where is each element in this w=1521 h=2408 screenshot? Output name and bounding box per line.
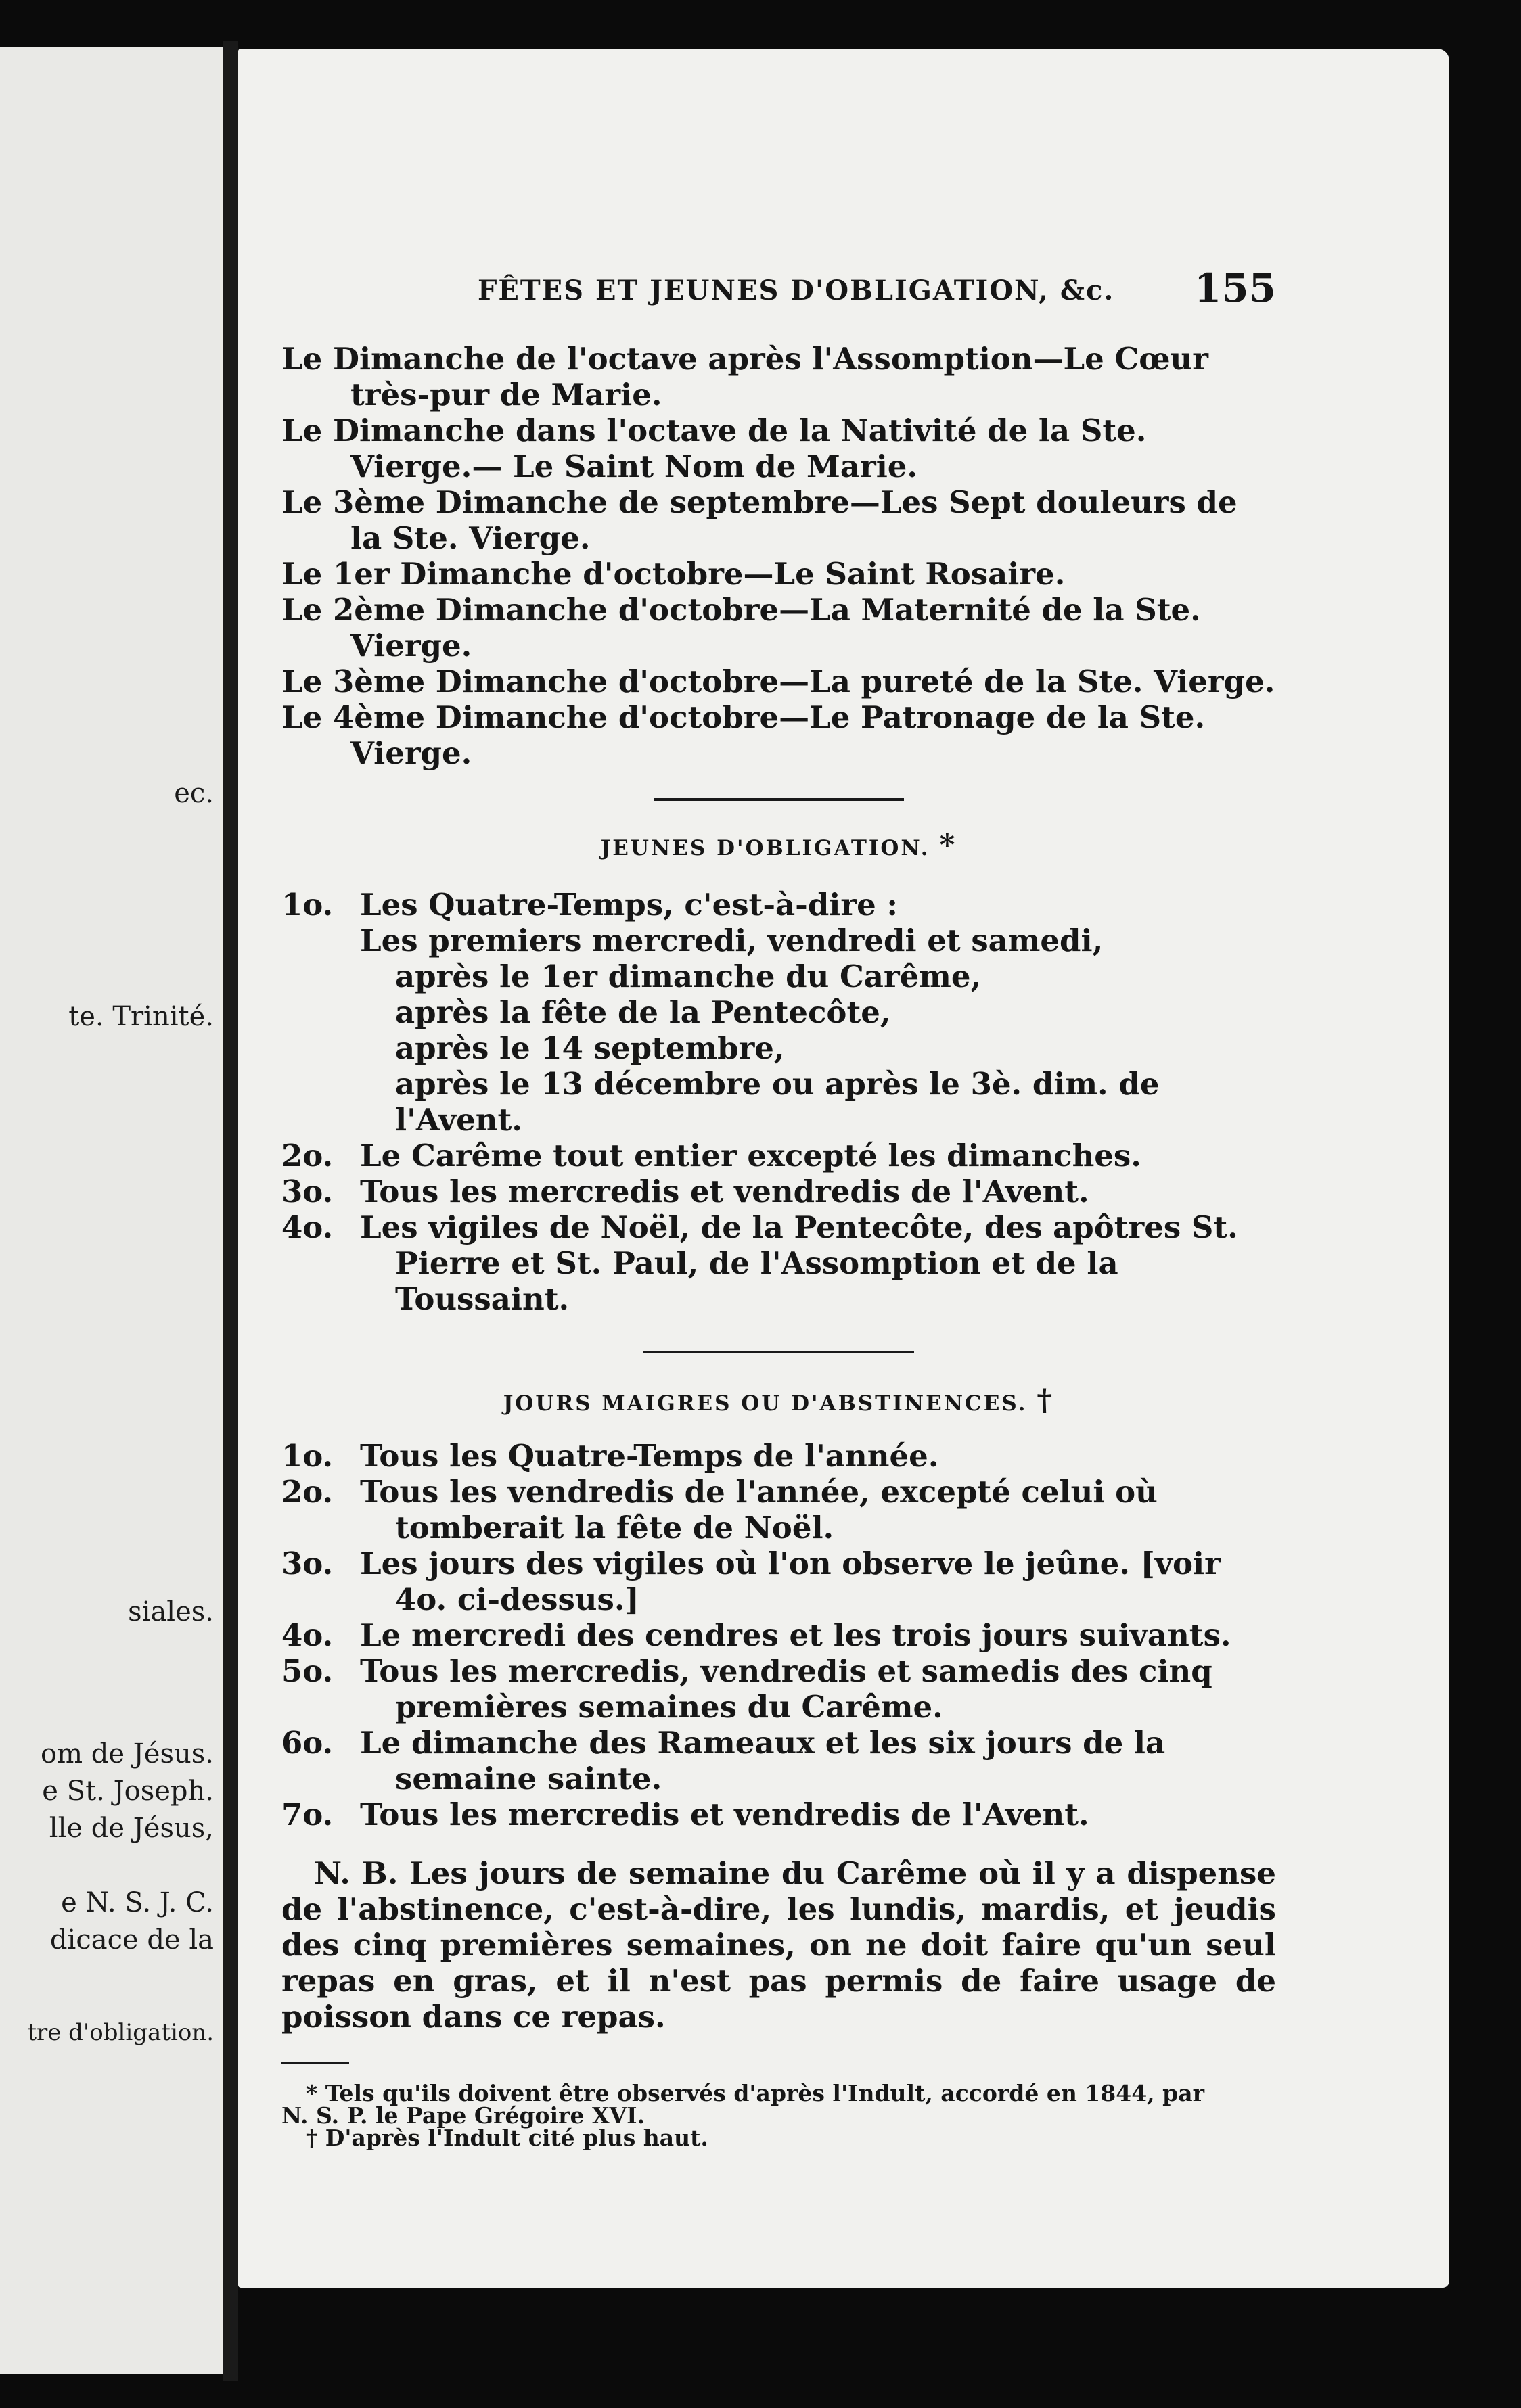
feast-entry: Le 4ème Dimanche d'octobre—Le Patronage de la Ste. Vierge. [281,699,1206,771]
feast-entry: Le Dimanche de l'octave après l'Assomption—Le Cœur très-pur de Marie. [281,341,1208,413]
item-text: Le dimanche des Rameaux et les six jours de la semaine sainte. [360,1725,1166,1797]
item-subtext: après la fête de la Pentecôte, [395,994,891,1030]
book-page [238,49,1449,2288]
item-number: 5o. [281,1653,334,1689]
left-fragment: e N. S. J. C. [61,1887,214,1918]
left-fragment: tre d'obligation. [27,2019,214,2046]
footnotes [281,2082,1276,2149]
feast-entry: Le Dimanche dans l'octave de la Nativité de la Ste. Vierge.— Le Saint Nom de Marie. [281,413,1147,484]
left-fragment: dicace de la [49,1924,214,1955]
list-item [281,1138,1276,1174]
item-text: Tous les vendredis de l'année, excepté celui où tomberait la fête de Noël. [360,1474,1158,1546]
list-item [281,887,1276,1138]
item-number: 1o. [281,1438,334,1474]
item-number: 1o. [281,887,334,923]
list-item [281,1797,1276,1832]
item-text: Tous les mercredis et vendredis de l'Avent. [360,1797,1089,1832]
list-item [281,1438,1276,1474]
feast-entry: Le 2ème Dimanche d'octobre—La Maternité de la Ste. Vierge. [281,592,1201,664]
item-text: Le Carême tout entier excepté les dimanches. [360,1138,1141,1174]
feast-entry: Le 3ème Dimanche d'octobre—La pureté de la Ste. Vierge. [281,664,1275,699]
item-number: 2o. [281,1138,334,1174]
footnote-star: * Tels qu'ils doivent être observés d'après l'Indult, accordé en 1844, par [306,2080,1204,2106]
item-text: Les Quatre-Temps, c'est-à-dire : [360,887,899,923]
item-number: 7o. [281,1797,334,1832]
item-number: 4o. [281,1209,334,1245]
list-item [281,1653,1276,1725]
footnote-rule [281,2062,349,2064]
fasting-list [281,887,1276,1317]
running-title: FÊTES ET JEUNES D'OBLIGATION, &c. [478,275,1115,306]
page-number: 155 [1194,265,1276,311]
item-subtext: après le 1er dimanche du Carême, [395,958,982,994]
list-item [281,1617,1276,1653]
left-fragment: te. Trinité. [68,1001,214,1032]
section-divider [654,798,904,801]
list-item [281,1725,1276,1797]
item-text: Les vigiles de Noël, de la Pentecôte, des apôtres St. Pierre et St. Paul, de l'Assomption et de la Toussaint. [360,1209,1238,1317]
item-number: 2o. [281,1474,334,1510]
footnote-mark: † [1037,1383,1055,1418]
footnote-dagger: † D'après l'Indult cité plus haut. [306,2125,708,2151]
book-spine [223,41,238,2381]
item-text: Les jours des vigiles où l'on observe le jeûne. [voir 4o. ci-dessus.] [360,1546,1221,1617]
marian-feasts-list [281,341,1276,771]
item-subtext: après le 13 décembre ou après le 3è. dim. de l'Avent. [395,1066,1160,1138]
abstinence-list [281,1438,1276,1832]
list-item [281,1474,1276,1546]
footnote-star-cont: N. S. P. le Pape Grégoire XVI. [281,2102,645,2129]
section-heading [281,1383,1276,1418]
item-text: Tous les mercredis et vendredis de l'Avent. [360,1174,1089,1209]
list-item [281,1209,1276,1317]
footnote-mark: * [939,828,957,862]
left-fragment: lle de Jésus, [49,1813,214,1844]
list-item [281,1546,1276,1617]
feast-entry: Le 3ème Dimanche de septembre—Les Sept douleurs de la Ste. Vierge. [281,484,1238,556]
left-fragment: e St. Joseph. [42,1776,214,1807]
running-head [478,265,1276,326]
item-subtext: après le 14 septembre, [395,1030,785,1066]
left-fragment: ec. [174,778,214,809]
item-number: 3o. [281,1546,334,1581]
section-divider [643,1351,914,1353]
item-subtext: Les premiers mercredi, vendredi et samedi, [360,923,1104,958]
section-title: JEUNES D'OBLIGATION. [600,836,930,860]
item-number: 4o. [281,1617,334,1653]
section-title: JOURS MAIGRES OU D'ABSTINENCES. [503,1391,1028,1416]
item-text: Tous les mercredis, vendredis et samedis des cinq premières semaines du Carême. [360,1653,1212,1725]
item-text: Le mercredi des cendres et les trois jours suivants. [360,1617,1231,1653]
left-fragment: siales. [128,1596,214,1627]
item-number: 3o. [281,1174,334,1209]
section-heading [281,828,1276,862]
item-number: 6o. [281,1725,334,1761]
facing-page-fragment [0,47,223,2374]
list-item [281,1174,1276,1209]
left-fragment: om de Jésus. [41,1738,214,1769]
feast-entry: Le 1er Dimanche d'octobre—Le Saint Rosaire. [281,556,1066,592]
item-text: Tous les Quatre-Temps de l'année. [360,1438,939,1474]
nota-bene-paragraph: N. B. Les jours de semaine du Carême où il y a dispense de l'abstinence, c'est-à-dire, les lundis, mardis, et jeudis des cinq premières semaines, on ne doit faire qu'un seul repas en gras, et il n'est pas permis de faire usage de poisson dans ce repas. [281,1855,1276,2035]
page-content [281,265,1276,2149]
